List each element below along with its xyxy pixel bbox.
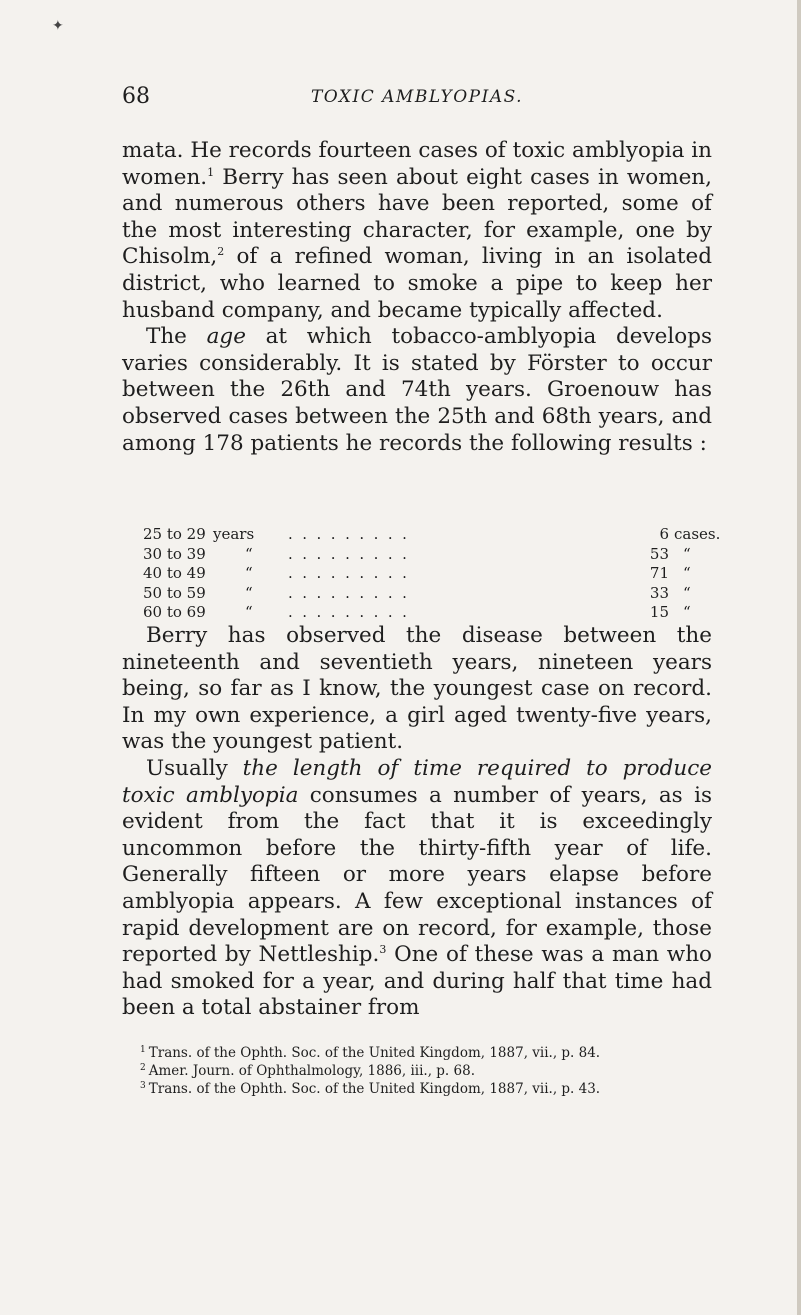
age-unit-label: years — [213, 525, 255, 543]
table-row — [143, 545, 709, 565]
text-run: consumes a number of years, as is evident from the fact that it is exceedingly uncommon before the thirty-fifth year of life. Generally fifteen or more years elapse before amblyopia appears. A few exceptional instances of rapid development are on record, for example, those reported by Nettleship. — [122, 782, 712, 968]
paragraph — [122, 623, 712, 756]
ditto-mark: “ — [683, 583, 691, 602]
age-range: 30 to 39 — [143, 544, 206, 563]
footnote-text: Amer. Journ. of Ophthalmology, 1886, iii., p. 68. — [148, 1063, 475, 1079]
age-table — [143, 525, 721, 623]
footnote-text: Trans. of the Ophth. Soc. of the United Kingdom, 1887, vii., p. 84. — [148, 1045, 601, 1061]
text-run: Berry has observed the disease between the nineteenth and seventieth years, nineteen years being, so far as I know, the youngest case on record. In my own experience, a girl aged twenty-five years, was the youngest patient. — [122, 623, 712, 755]
case-count: 53 — [649, 544, 669, 563]
emphasis: age — [206, 324, 246, 350]
dot-leader: ......... — [288, 525, 417, 543]
age-range: 25 to 29 — [143, 525, 206, 543]
table-row — [143, 584, 709, 604]
footnotes — [140, 1044, 720, 1098]
cases-label: cases. — [674, 525, 721, 543]
footnote — [140, 1080, 720, 1098]
page-number: 68 — [122, 84, 150, 109]
footnote-ref: 2 — [217, 245, 225, 259]
paragraph — [122, 756, 712, 1022]
case-count: 71 — [649, 564, 669, 583]
page-header — [122, 84, 712, 118]
ditto-mark: “ — [245, 544, 253, 563]
dot-leader: ......... — [288, 544, 417, 563]
paragraph — [122, 324, 712, 457]
running-head: TOXIC AMBLYOPIAS. — [310, 87, 524, 107]
footnote-mark: 1 — [140, 1044, 146, 1055]
table-row — [143, 603, 709, 623]
age-range: 60 to 69 — [143, 603, 206, 622]
footnote-mark: 3 — [140, 1080, 146, 1091]
age-range: 50 to 59 — [143, 583, 206, 602]
body-text-after-table — [122, 623, 712, 1022]
footnote — [140, 1062, 720, 1080]
footnote — [140, 1044, 720, 1062]
body-text-before-table — [122, 138, 712, 457]
text-run: mata. He records fourteen cases of toxic amblyopia in women. — [122, 138, 712, 190]
text-run: at which tobacco-amblyopia develops varies considerably. It is stated by Förster to occur between the 26th and 74th years. Groenouw has observed cases between the 25th and 68th years, and among 178 patients he records the following results : — [122, 324, 712, 456]
ditto-mark: “ — [683, 544, 691, 563]
ditto-mark: “ — [245, 583, 253, 602]
print-mark: ✦ — [52, 18, 64, 34]
case-count: 15 — [649, 603, 669, 622]
footnote-ref: 1 — [207, 165, 215, 179]
dot-leader: ......... — [288, 583, 417, 602]
dot-leader: ......... — [288, 564, 417, 583]
ditto-mark: “ — [683, 603, 691, 622]
text-run: of a refined woman, living in an isolated district, who learned to smoke a pipe to keep her husband company, and became typically affected. — [122, 244, 712, 323]
table-row — [143, 564, 709, 584]
footnote-text: Trans. of the Ophth. Soc. of the United Kingdom, 1887, vii., p. 43. — [148, 1081, 601, 1097]
text-run: The — [146, 324, 207, 350]
emphasis: the length of time required to produce toxic amblyopia — [122, 755, 712, 808]
dot-leader: ......... — [288, 603, 417, 622]
footnote-ref: 3 — [379, 942, 387, 956]
age-range: 40 to 49 — [143, 564, 206, 583]
text-run: Usually — [146, 755, 243, 781]
text-run: One of these was a man who had smoked for a year, and during half that time had been a total abstainer from — [122, 942, 712, 1021]
footnote-mark: 2 — [140, 1062, 146, 1073]
page-edge — [797, 0, 801, 1315]
text-run: Berry has seen about eight cases in women, and numerous others have been reported, some of the most interesting character, for example, one by Chisolm, — [122, 164, 712, 270]
ditto-mark: “ — [245, 603, 253, 622]
ditto-mark: “ — [245, 564, 253, 583]
case-count: 6 — [659, 525, 669, 543]
paragraph — [122, 138, 712, 324]
case-count: 33 — [649, 583, 669, 602]
table-row — [143, 525, 721, 545]
ditto-mark: “ — [683, 564, 691, 583]
